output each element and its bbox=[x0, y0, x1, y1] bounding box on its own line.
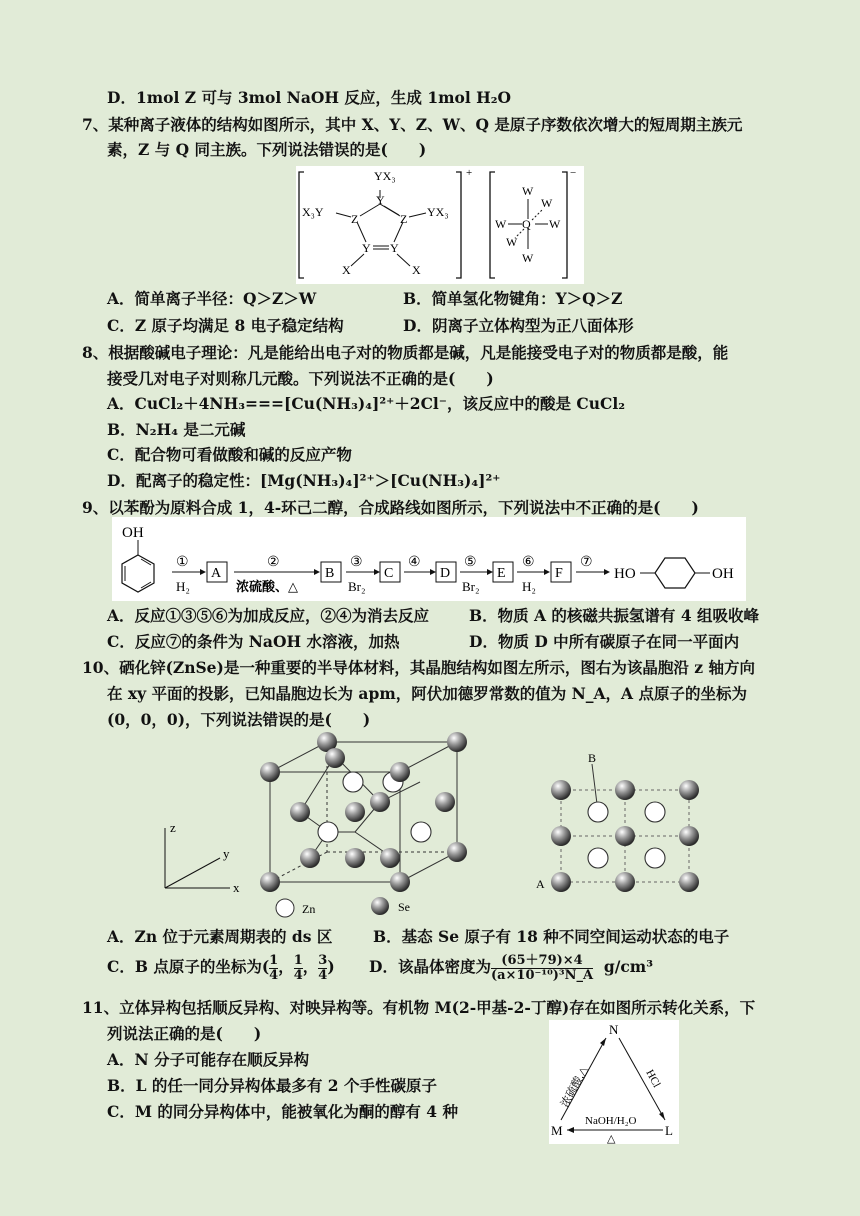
node-n: N bbox=[609, 1022, 619, 1037]
q10-crystal-figure bbox=[150, 728, 710, 920]
step-3-reagent: Br₂ bbox=[348, 579, 366, 594]
zn-atom bbox=[318, 822, 338, 842]
se-projection-atom bbox=[679, 826, 699, 846]
step-1-reagent: H₂ bbox=[176, 579, 190, 594]
q8-option-b: B．N₂H₄ 是二元碱 bbox=[107, 420, 246, 439]
q9-option-c: C．反应⑦的条件为 NaOH 水溶液，加热 bbox=[107, 632, 400, 651]
q7-stem-line2: 素，Z 与 Q 同主族。下列说法错误的是( ) bbox=[107, 140, 427, 159]
node-m: M bbox=[551, 1123, 563, 1138]
se-atom bbox=[390, 872, 410, 892]
q10-stem-line2: 在 xy 平面的投影，已知晶胞边长为 apm，阿伏加德罗常数的值为 N_A，A 点原子的坐标为 bbox=[107, 684, 747, 703]
q7-option-a: A．简单离子半径：Q＞Z＞W bbox=[107, 289, 317, 308]
q8-stem-line2: 接受几对电子对则称几元酸。下列说法不正确的是( ) bbox=[107, 369, 494, 388]
axis-z-label: z bbox=[170, 820, 176, 835]
legend-se-label: Se bbox=[398, 900, 410, 914]
legend-se-symbol bbox=[371, 897, 389, 915]
node-l: L bbox=[665, 1123, 673, 1138]
cyclohexane-ring-shape bbox=[655, 558, 695, 588]
density-unit: g/cm³ bbox=[603, 957, 654, 976]
edge-l-m-reagent: NaOH/H₂O bbox=[585, 1115, 637, 1127]
se-atom bbox=[390, 762, 410, 782]
zn-projection-atom bbox=[645, 802, 665, 822]
q10-option-c: C．B 点原子的坐标为( $\frac{1}{4}$ ， $\frac{1}{4}$ ， $\frac{3}{4}$ ) bbox=[107, 952, 335, 983]
step-5-reagent: Br₂ bbox=[462, 579, 480, 594]
q7-ionic-liquid-figure bbox=[296, 166, 584, 284]
q11-stem-line1: 11、立体异构包括顺反异构、对映异构等。有机物 M(2-甲基-2-丁醇)存在如图所示转化关系，下 bbox=[82, 998, 756, 1017]
phenol-oh-label: OH bbox=[122, 525, 144, 541]
cation-left-group: X₃Y bbox=[302, 205, 324, 219]
q10-stem-line1: 10、硒化锌(ZnSe)是一种重要的半导体材料，其晶胞结构如图左所示，图右为该晶胞沿 z 轴方向 bbox=[82, 658, 755, 677]
zn-atom bbox=[343, 772, 363, 792]
anion-center-q: Q bbox=[522, 217, 531, 231]
q9-option-d: D．物质 D 中所有碳原子在同一平面内 bbox=[469, 632, 740, 651]
q10-option-d-prefix: D．该晶体密度为 bbox=[369, 957, 491, 976]
step-3-label: ③ bbox=[350, 555, 363, 570]
box-c: C bbox=[384, 566, 394, 581]
q6-option-d: D．1mol Z 可与 3mol NaOH 反应，生成 1mol H₂O bbox=[107, 88, 512, 107]
anion-w-right: W bbox=[549, 217, 561, 231]
cation-top-group: YX₃ bbox=[374, 169, 396, 183]
se-atom bbox=[345, 802, 365, 822]
zn-projection-atom bbox=[588, 848, 608, 868]
se-atom bbox=[447, 732, 467, 752]
frac-z-den: 4 bbox=[318, 967, 328, 983]
ring-atom-y-bottom-right: Y bbox=[390, 241, 399, 255]
box-b: B bbox=[325, 566, 335, 581]
zn-atom bbox=[411, 822, 431, 842]
anion-charge: − bbox=[570, 167, 577, 179]
anion-w-front-left: W bbox=[506, 235, 518, 249]
q9-synthesis-route bbox=[112, 517, 746, 601]
se-atom bbox=[370, 792, 390, 812]
q8-option-d: D．配离子的稳定性：[Mg(NH₃)₄]²⁺＞[Cu(NH₃)₄]²⁺ bbox=[107, 471, 501, 490]
frac-x-num: 1 bbox=[269, 952, 279, 968]
anion-w-left: W bbox=[495, 217, 507, 231]
q9-option-b: B．物质 A 的核磁共振氢谱有 4 组吸收峰 bbox=[469, 606, 759, 625]
step-2-reagent: 浓硫酸、△ bbox=[236, 579, 298, 594]
se-projection-atom bbox=[551, 872, 571, 892]
se-projection-atom bbox=[615, 826, 635, 846]
q9-stem: 9、以苯酚为原料合成 1，4-环己二醇，合成路线如图所示，下列说法中不正确的是( ) bbox=[82, 498, 699, 517]
se-atom bbox=[447, 842, 467, 862]
q10-option-c-suffix: ) bbox=[327, 957, 335, 976]
frac-x-den: 4 bbox=[269, 967, 279, 983]
q10-stem-line3: (0，0，0)，下列说法错误的是( ) bbox=[107, 710, 371, 729]
se-atom bbox=[380, 848, 400, 868]
se-atom bbox=[345, 848, 365, 868]
cation-charge: + bbox=[466, 167, 473, 179]
density-denominator: (a×10⁻¹⁰)³N_A bbox=[490, 967, 594, 983]
box-f: F bbox=[555, 566, 563, 581]
label-a: A bbox=[536, 877, 545, 891]
density-fraction bbox=[491, 954, 593, 983]
se-atom bbox=[260, 762, 280, 782]
density-numerator: (65＋79)×4 bbox=[491, 954, 593, 969]
q11-conversion-triangle bbox=[549, 1020, 679, 1144]
q9-option-a: A．反应①③⑤⑥为加成反应，②④为消去反应 bbox=[107, 606, 430, 625]
step-6-label: ⑥ bbox=[522, 555, 535, 570]
se-atom bbox=[300, 848, 320, 868]
zn-projection-atom bbox=[645, 848, 665, 868]
anion-w-bottom: W bbox=[522, 251, 534, 265]
frac-z-num: 3 bbox=[318, 952, 328, 968]
q11-option-a: A．N 分子可能存在顺反异构 bbox=[107, 1050, 310, 1069]
q8-option-c: C．配合物可看做酸和碱的反应产物 bbox=[107, 445, 352, 464]
step-2-label: ② bbox=[267, 555, 280, 570]
q8-stem-line1: 8、根据酸碱电子理论：凡是能给出电子对的物质都是碱，凡是能接受电子对的物质都是酸，能 bbox=[82, 343, 729, 362]
step-7-label: ⑦ bbox=[580, 555, 593, 570]
step-6-reagent: H₂ bbox=[522, 579, 536, 594]
box-d: D bbox=[440, 566, 451, 581]
cation-x-left: X bbox=[342, 263, 351, 277]
anion-w-back-right: W bbox=[541, 196, 553, 210]
benzene-ring-shape bbox=[122, 555, 154, 592]
axis-y-label: y bbox=[223, 846, 230, 861]
cation-right-group: YX₃ bbox=[427, 205, 449, 219]
zn-projection-atom bbox=[588, 802, 608, 822]
q7-option-c: C．Z 原子均满足 8 电子稳定结构 bbox=[107, 316, 344, 335]
product-oh: OH bbox=[712, 566, 734, 582]
q11-option-c: C．M 的同分异构体中，能被氧化为酮的醇有 4 种 bbox=[107, 1102, 458, 1121]
se-atom bbox=[260, 872, 280, 892]
anion-w-top: W bbox=[522, 184, 534, 198]
legend-zn-label: Zn bbox=[302, 902, 316, 916]
q7-option-b: B．简单氢化物键角：Y＞Q＞Z bbox=[403, 289, 623, 308]
q11-stem-line2: 列说法正确的是( ) bbox=[107, 1024, 262, 1043]
q8-option-a: A．CuCl₂＋4NH₃===[Cu(NH₃)₄]²⁺＋2Cl⁻，该反应中的酸是 CuCl₂ bbox=[107, 394, 626, 413]
edge-n-l-reagent: HCl bbox=[643, 1067, 663, 1090]
ring-atom-z-left: Z bbox=[351, 212, 359, 226]
q7-option-d: D．阴离子立体构型为正八面体形 bbox=[403, 316, 634, 335]
se-atom bbox=[435, 792, 455, 812]
ring-atom-y-bottom-left: Y bbox=[362, 241, 371, 255]
edge-l-m-condition: △ bbox=[607, 1133, 616, 1144]
frac-z bbox=[318, 954, 327, 983]
ring-atom-y-top: Y bbox=[376, 193, 385, 207]
q7-stem-line1: 7、某种离子液体的结构如图所示，其中 X、Y、Z、W、Q 是原子序数依次增大的短周期主族元 bbox=[82, 115, 743, 134]
frac-y bbox=[294, 954, 303, 983]
se-projection-atom bbox=[551, 826, 571, 846]
edge-m-n-reagent: 浓硫酸,△ bbox=[559, 1064, 591, 1110]
box-e: E bbox=[497, 566, 506, 581]
se-atom bbox=[290, 802, 310, 822]
cation-x-right: X bbox=[412, 263, 421, 277]
frac-x bbox=[269, 954, 278, 983]
label-b: B bbox=[588, 751, 597, 765]
step-1-label: ① bbox=[176, 555, 189, 570]
q10-option-b: B．基态 Se 原子有 18 种不同空间运动状态的电子 bbox=[373, 927, 730, 946]
ring-atom-z-right: Z bbox=[400, 212, 408, 226]
step-4-label: ④ bbox=[408, 555, 421, 570]
q10-option-a: A．Zn 位于元素周期表的 ds 区 bbox=[107, 927, 333, 946]
se-projection-atom bbox=[615, 780, 635, 800]
legend-zn-symbol bbox=[276, 899, 294, 917]
q10-option-d bbox=[369, 952, 653, 983]
axis-x-label: x bbox=[233, 880, 240, 895]
q11-option-b: B．L 的任一同分异构体最多有 2 个手性碳原子 bbox=[107, 1076, 437, 1095]
frac-y-den: 4 bbox=[293, 967, 303, 983]
se-atom bbox=[325, 748, 345, 768]
frac-y-num: 1 bbox=[293, 952, 303, 968]
step-5-label: ⑤ bbox=[464, 555, 477, 570]
se-projection-atom bbox=[615, 872, 635, 892]
q10-option-c-prefix: C．B 点原子的坐标为( bbox=[107, 957, 270, 976]
box-a: A bbox=[211, 566, 222, 581]
product-ho: HO bbox=[614, 566, 636, 582]
se-projection-atom bbox=[679, 872, 699, 892]
se-projection-atom bbox=[679, 780, 699, 800]
se-projection-atom bbox=[551, 780, 571, 800]
